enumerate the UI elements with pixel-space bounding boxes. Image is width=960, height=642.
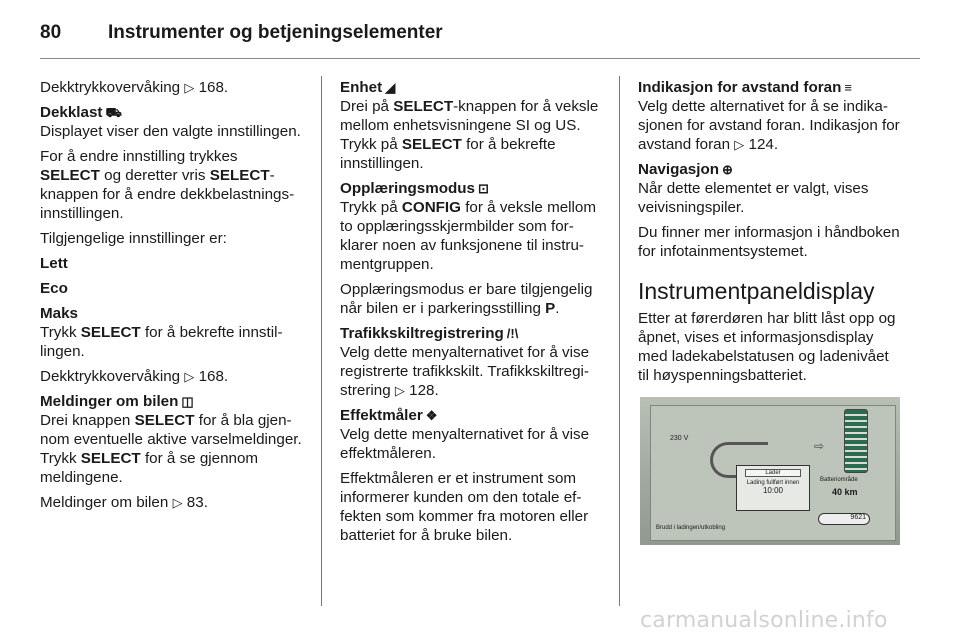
battery-icon bbox=[844, 409, 868, 473]
voltage-label: 230 V bbox=[670, 435, 689, 442]
charger-label: Lader bbox=[745, 469, 801, 477]
column-divider bbox=[619, 76, 620, 606]
page-ref-link[interactable]: 128. bbox=[409, 382, 439, 399]
option-maks: Maks bbox=[40, 305, 78, 322]
paragraph: Effektmåleren er et instrument som informerer kunden om den totale effekten som kommer fra motoren eller batteriet for å bruke bilen. bbox=[340, 470, 589, 544]
paragraph: Meldinger om bilen ▷ 83. bbox=[40, 494, 208, 511]
traffic-sign-icon: /!\ bbox=[506, 326, 519, 341]
ref-arrow-icon: ▷ bbox=[184, 369, 195, 384]
paragraph: Velg dette alternativet for å se indikasjonen for avstand foran. Indikasjon for avstand foran ▷ 124. bbox=[638, 98, 900, 153]
column-divider bbox=[321, 76, 322, 606]
charge-status-box bbox=[736, 465, 810, 511]
column-3 bbox=[638, 78, 900, 391]
paragraph: Trykk på CONFIG for å veksle mellom to opplæringsskjermbilder som forklarer noen av funksjonene til instrumentgruppen. bbox=[340, 199, 597, 273]
option-lett: Lett bbox=[40, 255, 68, 272]
page-ref-link[interactable]: 168. bbox=[198, 79, 229, 96]
option-eco: Eco bbox=[40, 280, 68, 297]
battery-range-value: 40 km bbox=[832, 487, 858, 497]
section-heading: Navigasjon ⊕ bbox=[638, 161, 733, 178]
ref-arrow-icon: ▷ bbox=[734, 137, 745, 152]
chapter-title: Instrumenter og betjeningselementer bbox=[108, 22, 443, 43]
charge-interrupt-label: Brudd i ladingen/utkobling bbox=[656, 525, 726, 531]
page-ref-link[interactable]: 83. bbox=[186, 494, 208, 511]
charge-time: 10:00 bbox=[762, 486, 784, 495]
training-icon: ⊡ bbox=[478, 181, 489, 196]
paragraph: Du finner mer informasjon i håndboken for infotainmentsystemet. bbox=[638, 224, 900, 260]
paragraph: Opplæringsmodus er bare tilgjengelig når bilen er i parkeringsstilling P. bbox=[340, 281, 593, 317]
paragraph: Drei på SELECT-knappen for å veksle mellom enhetsvisningene SI og US. Trykk på SELECT for å bekrefte innstillingen. bbox=[340, 98, 599, 172]
paragraph: Dekktrykkovervåking ▷ 168. bbox=[40, 368, 229, 385]
unit-icon: ◢ bbox=[385, 80, 396, 95]
paragraph: Trykk SELECT for å bekrefte innstillingen. bbox=[40, 324, 283, 360]
paragraph: Etter at førerdøren har blitt låst opp og åpnet, vises et informasjonsdisplay med ladekabelstatusen og ladenivået til høyspenningsbatteriet. bbox=[638, 310, 896, 384]
page-header bbox=[40, 18, 920, 48]
section-heading: Indikasjon for avstand foran ≡ bbox=[638, 79, 852, 96]
car-load-icon: ⛟ bbox=[105, 105, 122, 120]
battery-range-label: Batteriområde bbox=[820, 477, 858, 483]
paragraph: Når dette elementet er valgt, vises veivisningspiler. bbox=[638, 180, 869, 216]
paragraph: For å endre innstilling trykkes SELECT og deretter vris SELECT-knappen for å endre dekkbelastningsinnstillingen. bbox=[40, 148, 295, 222]
section-heading: Enhet ◢ bbox=[340, 79, 396, 96]
paragraph: Drei knappen SELECT for å bla gjennom eventuelle aktive varselmeldinger. Trykk SELECT for å se gjennom meldingene. bbox=[40, 412, 302, 486]
distance-indication-icon: ≡ bbox=[844, 80, 852, 95]
section-heading: Opplæringsmodus ⊡ bbox=[340, 180, 489, 197]
page-ref-link[interactable]: 168. bbox=[198, 368, 229, 385]
paragraph: Velg dette menyalternativet for å vise effektmåleren. bbox=[340, 426, 590, 462]
page-ref-link[interactable]: 124. bbox=[748, 136, 779, 153]
section-heading: Trafikkskiltregistrering /!\ bbox=[340, 325, 519, 342]
paragraph: Tilgjengelige innstillinger er: bbox=[40, 230, 227, 247]
navigation-icon: ⊕ bbox=[722, 162, 733, 177]
ref-arrow-icon: ▷ bbox=[394, 383, 405, 398]
section-title: Instrumentpaneldisplay bbox=[638, 278, 875, 304]
power-meter-icon: ❖ bbox=[425, 408, 438, 423]
column-1 bbox=[40, 78, 302, 518]
section-heading: Meldinger om bilen ◫ bbox=[40, 393, 194, 410]
odometer: 9621 bbox=[818, 513, 870, 525]
paragraph: Velg dette menyalternativet for å vise registrerte trafikkskilt. Trafikkskiltregistrering ▷ 128. bbox=[340, 344, 590, 399]
message-icon: ◫ bbox=[181, 394, 194, 409]
charge-arrow-icon: ⇨ bbox=[814, 439, 825, 453]
header-rule bbox=[40, 58, 920, 59]
page-number: 80 bbox=[40, 22, 62, 43]
instrument-display-photo bbox=[640, 397, 900, 545]
section-heading: Dekklast ⛟ bbox=[40, 104, 122, 121]
section-heading: Effektmåler ❖ bbox=[340, 407, 438, 424]
ref-arrow-icon: ▷ bbox=[172, 495, 183, 510]
column-2 bbox=[340, 78, 602, 551]
watermark: carmanualsonline.info bbox=[640, 608, 888, 633]
ref-arrow-icon: ▷ bbox=[184, 80, 195, 95]
charge-complete-label: Lading fullført innen bbox=[746, 480, 800, 486]
paragraph: Displayet viser den valgte innstillingen. bbox=[40, 123, 301, 140]
paragraph: Dekktrykkovervåking ▷ 168. bbox=[40, 79, 229, 96]
